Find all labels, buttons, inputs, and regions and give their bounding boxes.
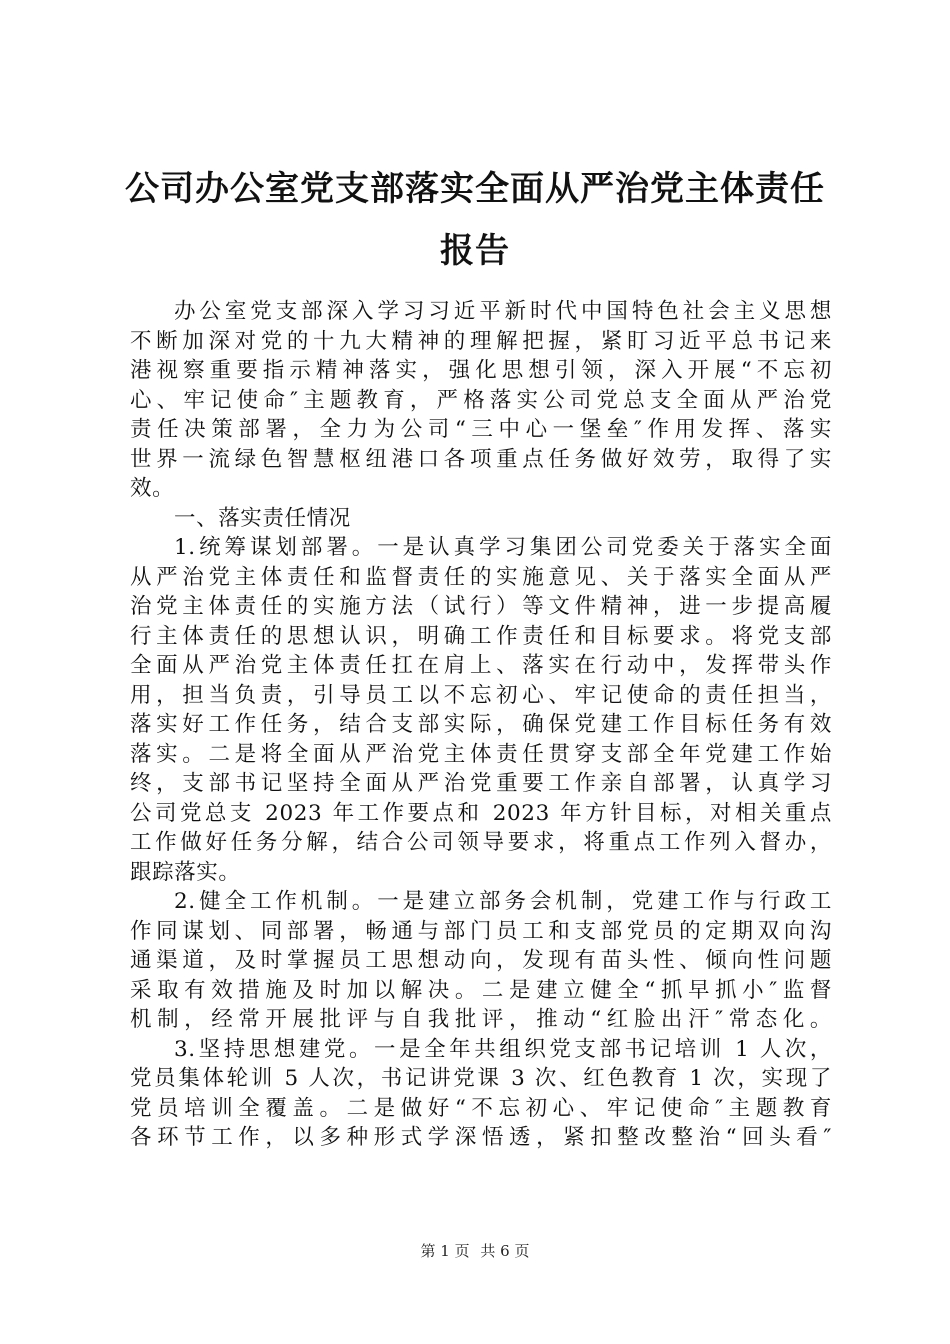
body-line: 心、牢记使命″主题教育，严格落实公司党总支全面从严治党: [130, 387, 832, 413]
body-line: 跟踪落实。: [130, 859, 241, 885]
body-line: 世界一流绿色智慧枢纽港口各项重点任务做好效劳，取得了实: [130, 446, 832, 472]
document-title: [120, 158, 830, 282]
body-line: 作同谋划、同部署，畅通与部门员工和支部党员的定期双向沟: [130, 918, 832, 944]
body-line: 各环节工作，以多种形式学深悟透，紧扣整改整治“回头看″: [130, 1125, 832, 1150]
body-line: 公司党总支 2023 年工作要点和 2023 年方针目标，对相关重点: [130, 800, 832, 826]
body-line: 效。: [130, 476, 175, 501]
body-line: 不断加深对党的十九大精神的理解把握，紧盯习近平总书记来: [130, 328, 832, 354]
body-line: 通渠道，及时掌握员工思想动向，发现有苗头性、倾向性问题: [130, 948, 832, 973]
body-line: 一、落实责任情况: [174, 505, 351, 531]
page-total: 共 6 页: [480, 1242, 530, 1260]
body-line: 采取有效措施及时加以解决。二是建立健全“抓早抓小″监督: [130, 977, 832, 1003]
body-line: 行主体责任的思想认识，明确工作责任和目标要求。将党支部: [130, 623, 832, 649]
body-line: 全面从严治党主体责任扛在肩上、落实在行动中，发挥带头作: [130, 653, 832, 678]
body-line: 党员集体轮训 5 人次，书记讲党课 3 次、红色教育 1 次，实现了: [130, 1066, 832, 1091]
page-number: 第 1 页: [420, 1242, 470, 1260]
body-line: 机制，经常开展批评与自我批评，推动“红脸出汗″常态化。: [130, 1007, 832, 1032]
body-line: 2.健全工作机制。一是建立部务会机制，党建工作与行政工: [174, 889, 832, 914]
body-line: 终，支部书记坚持全面从严治党重要工作亲自部署，认真学习: [130, 771, 832, 796]
body-line: 从严治党主体责任和监督责任的实施意见、关于落实全面从严: [130, 564, 832, 590]
document-body: [130, 297, 832, 1153]
body-line: 责任决策部署，全力为公司“三中心一堡垒″作用发挥、落实: [130, 417, 832, 442]
body-line: 3.坚持思想建党。一是全年共组织党支部书记培训 1 人次，: [174, 1036, 832, 1062]
body-line: 落实。二是将全面从严治党主体责任贯穿支部全年党建工作始: [130, 741, 832, 767]
title-line-2: 报告: [440, 231, 510, 271]
page-footer: [0, 1240, 950, 1261]
body-line: 办公室党支部深入学习习近平新时代中国特色社会主义思想: [174, 299, 832, 324]
body-line: 落实好工作任务，结合支部实际，确保党建工作目标任务有效: [130, 712, 832, 737]
body-line: 用，担当负责，引导员工以不忘初心、牢记使命的责任担当，: [130, 682, 832, 708]
body-line: 1.统筹谋划部署。一是认真学习集团公司党委关于落实全面: [174, 535, 832, 560]
body-line: 党员培训全覆盖。二是做好“不忘初心、牢记使命″主题教育: [130, 1095, 832, 1121]
title-line-1: 公司办公室党支部落实全面从严治党主体责任: [125, 169, 825, 209]
body-line: 港视察重要指示精神落实，强化思想引领，深入开展“不忘初: [130, 358, 832, 383]
body-line: 治党主体责任的实施方法（试行）等文件精神，进一步提高履: [130, 594, 832, 619]
body-line: 工作做好任务分解，结合公司领导要求，将重点工作列入督办，: [130, 830, 832, 855]
